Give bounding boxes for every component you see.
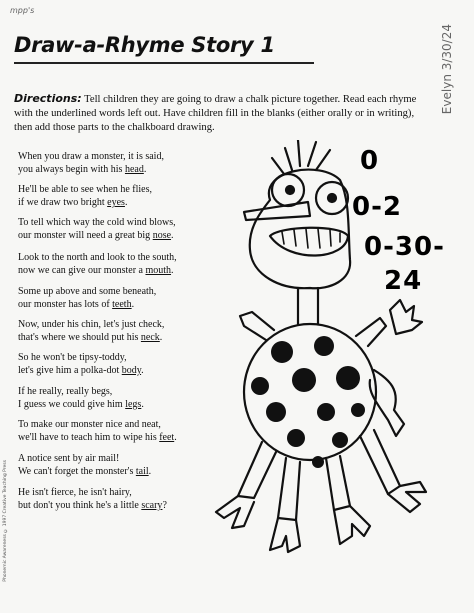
monster-left-arm bbox=[240, 312, 274, 340]
rhyme-answer-word: nose bbox=[152, 230, 172, 241]
rhyme-line-1: He isn't fierce, he isn't hairy, bbox=[18, 487, 132, 498]
rhyme-answer-word: neck bbox=[140, 332, 160, 343]
handwritten-score-4: 24 bbox=[384, 266, 423, 296]
rhyme-line-2-text: let's give him a polka-dot bbox=[18, 365, 122, 376]
rhyme-line-2-punct: . bbox=[131, 299, 135, 310]
rhyme-line-1: A notice sent by air mail! bbox=[18, 453, 120, 464]
rhyme-line-2-text: our monster will need a great big bbox=[18, 230, 153, 241]
rhyme-line-2-text: we'll have to teach him to wipe his bbox=[18, 432, 160, 443]
page-title: Draw-a-Rhyme Story 1 bbox=[14, 33, 275, 57]
rhyme-line-2-punct: . bbox=[148, 466, 152, 477]
monster-right-arm bbox=[356, 318, 386, 346]
rhyme-line-2-punct: . bbox=[124, 197, 128, 208]
rhyme-line-1: Some up above and some beneath, bbox=[18, 286, 157, 297]
directions-paragraph bbox=[14, 92, 424, 135]
rhyme-line-2-punct: . bbox=[141, 365, 144, 376]
rhyme-answer-word: body bbox=[121, 365, 142, 376]
copyright-note: Phonemic Awareness © 1997 Creative Teaching Press bbox=[3, 460, 8, 582]
handwritten-score-2: 0-2 bbox=[352, 192, 402, 222]
rhyme-answer-word: legs bbox=[125, 399, 142, 410]
handwritten-margin-note: Evelyn 3/30/24 bbox=[440, 24, 454, 115]
rhyme-answer-word: scary bbox=[141, 500, 163, 511]
rhyme-line-2-text: I guess we could give him bbox=[18, 399, 126, 410]
monster-eyes bbox=[272, 174, 348, 214]
rhyme-line-2-text: our monster has lots of bbox=[18, 299, 113, 310]
rhyme-line-2-punct: . bbox=[171, 230, 174, 241]
rhyme-line-2-punct: ? bbox=[162, 500, 167, 511]
rhyme-answer-word: tail bbox=[135, 466, 149, 477]
rhyme-line-1: When you draw a monster, it is said, bbox=[18, 151, 164, 162]
rhyme-line-2-punct: . bbox=[141, 399, 144, 410]
rhyme-answer-word: mouth bbox=[145, 265, 172, 276]
rhyme-line-1: So he won't be tipsy-toddy, bbox=[18, 352, 127, 363]
rhyme-line-2-punct: . bbox=[171, 265, 174, 276]
rhyme-line-1: To tell which way the cold wind blows, bbox=[18, 217, 176, 228]
monster-tail-spike bbox=[390, 300, 422, 334]
rhyme-answer-word: teeth bbox=[112, 299, 132, 310]
rhyme-line-1: He'll be able to see when he flies, bbox=[18, 184, 152, 195]
rhyme-line-1: If he really, really begs, bbox=[18, 386, 113, 397]
rhyme-line-1: To make our monster nice and neat, bbox=[18, 419, 161, 430]
rhyme-line-2-punct: . bbox=[143, 164, 147, 175]
handwritten-score-3: 0-30- bbox=[364, 232, 445, 262]
monster-neck bbox=[298, 288, 318, 324]
rhyme-line-2-text: We can't forget the monster's bbox=[18, 466, 136, 477]
monster-teeth bbox=[282, 229, 340, 248]
rhyme-line-2-text: but don't you think he's a little bbox=[18, 500, 142, 511]
rhyme-answer-word: head bbox=[124, 164, 144, 175]
rhyme-line-2-text: if we draw two bright bbox=[18, 197, 108, 208]
rhyme-line-2-punct: . bbox=[159, 332, 163, 343]
rhyme-line-1: Look to the north and look to the south, bbox=[18, 252, 177, 263]
monster-drawing bbox=[200, 140, 430, 580]
rhyme-line-2-text: that's where we should put his bbox=[18, 332, 141, 343]
corner-handwritten-note: mpp's bbox=[10, 6, 35, 15]
monster-feet bbox=[216, 482, 426, 552]
rhyme-answer-word: eyes bbox=[107, 197, 125, 208]
rhyme-line-2-text: now we can give our monster a bbox=[18, 265, 146, 276]
rhyme-answer-word: feet bbox=[159, 432, 175, 443]
handwritten-score-1: 0 bbox=[360, 146, 380, 176]
directions-text: Tell children they are going to draw a chalk picture together. Read each rhyme with the underlined words left out. Have children fill in the blanks (either orally or in writing), then add those parts to the chalkboard drawing. bbox=[14, 94, 417, 133]
rhyme-line-1: Now, under his chin, let's just check, bbox=[18, 319, 165, 330]
title-underline bbox=[14, 62, 314, 64]
rhyme-line-2-text: you always begin with his bbox=[18, 164, 125, 175]
monster-nose bbox=[244, 202, 310, 220]
rhyme-line-2-punct: . bbox=[174, 432, 177, 443]
directions-label: Directions: bbox=[14, 92, 82, 105]
monster-legs bbox=[238, 430, 400, 520]
